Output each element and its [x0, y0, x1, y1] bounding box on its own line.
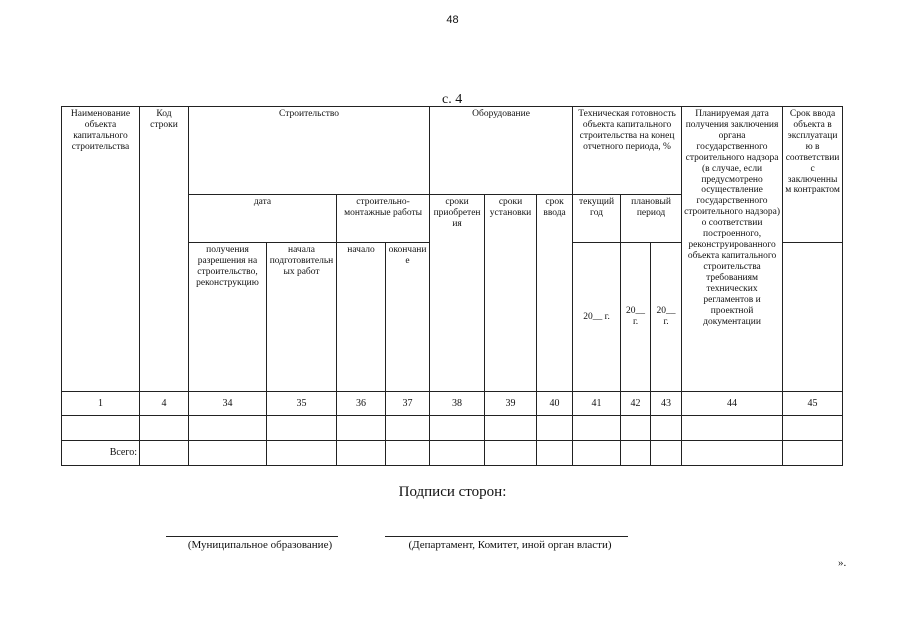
report-table	[61, 106, 843, 466]
col-number: 44	[682, 392, 783, 416]
header-year-current: 20__ г.	[573, 243, 621, 392]
col-number: 1	[62, 392, 140, 416]
left-signature-caption: (Муниципальное образование)	[187, 539, 333, 551]
col-number: 43	[651, 392, 682, 416]
header-equipment: Оборудование	[430, 107, 573, 195]
header-name: Наименование объекта капитального строительства	[62, 107, 140, 392]
col-number: 36	[337, 392, 386, 416]
col-number: 40	[537, 392, 573, 416]
sheet-label: с. 4	[442, 92, 463, 107]
header-begin: начало	[337, 243, 386, 392]
header-permit: получения разрешения на строительство, реконструкцию	[189, 243, 267, 392]
header-planned-date: Планируемая дата получения заключения органа государственного строительного надзора (в случае, если предусмотрено осуществление государственного строительного надзора) о соответствии построенного, реконструированного объекта капитального строительства требованиям технических регламентов и проектной документации	[682, 107, 783, 392]
header-date: дата	[189, 195, 337, 243]
header-input: срок ввода	[537, 195, 573, 392]
signatures-title: Подписи сторон:	[398, 484, 507, 500]
total-row	[62, 441, 843, 466]
left-signature-line	[166, 536, 338, 537]
col-number: 39	[485, 392, 537, 416]
closing-quote: ».	[838, 557, 847, 569]
col-number: 42	[621, 392, 651, 416]
header-end: окончание	[386, 243, 430, 392]
table-row	[62, 416, 843, 441]
header-construction: Строительство	[189, 107, 430, 195]
col-number: 34	[189, 392, 267, 416]
header-readiness: Техническая готовность объекта капитального строительства на конец отчетного периода, %	[573, 107, 682, 195]
header-code: Код строки	[140, 107, 189, 392]
header-commission: Срок ввода объекта в эксплуатацию в соответствии с заключенным контрактом	[783, 107, 843, 243]
header-install: сроки установки	[485, 195, 537, 392]
header-start-prep: начала подготовительных работ	[267, 243, 337, 392]
header-purchase: сроки приобретения	[430, 195, 485, 392]
header-year-plan-2: 20__ г.	[651, 243, 682, 392]
column-numbers-row	[62, 392, 843, 416]
header-plan-period: плановый период	[621, 195, 682, 243]
header-assembly: строительно-монтажные работы	[337, 195, 430, 243]
col-number: 4	[140, 392, 189, 416]
col-number: 45	[783, 392, 843, 416]
col-number: 37	[386, 392, 430, 416]
right-signature-line	[385, 536, 628, 537]
col-number: 41	[573, 392, 621, 416]
header-year-plan-1: 20__ г.	[621, 243, 651, 392]
right-signature-caption: (Департамент, Комитет, иной орган власти)	[408, 539, 612, 551]
col-number: 38	[430, 392, 485, 416]
page-number: 48	[446, 14, 459, 26]
total-label: Всего:	[62, 441, 140, 466]
header-commission-extra	[783, 243, 843, 392]
header-current-year: текущий год	[573, 195, 621, 243]
col-number: 35	[267, 392, 337, 416]
